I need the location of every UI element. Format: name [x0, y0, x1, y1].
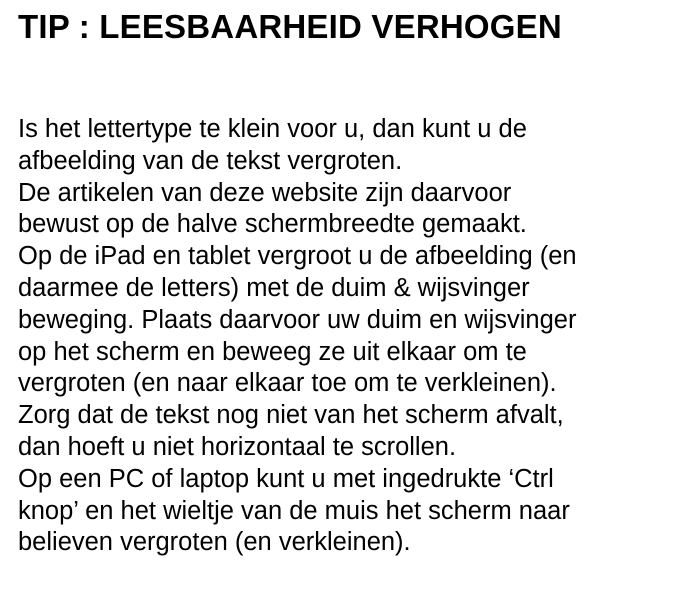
text-line: afbeelding van de tekst vergroten. [18, 146, 403, 175]
text-line: Is het lettertype te klein voor u, dan kunt u de [18, 115, 527, 143]
text-line: daarmee de letters) met de duim & wijsvinger [18, 273, 530, 302]
text-line: Op de iPad en tablet vergroot u de afbeelding (en [18, 242, 577, 271]
text-line: vergroten (en naar elkaar toe om te verkleinen). [18, 369, 557, 398]
text-line: beweging. Plaats daarvoor uw duim en wijsvinger [18, 305, 577, 334]
text-line: bewust op de halve schermbreedte gemaakt. [18, 210, 527, 239]
text-line: dan hoeft u niet horizontaal te scrollen. [18, 432, 457, 461]
text-line: believen vergroten (en verkleinen). [18, 528, 411, 557]
page-title: TIP : LEESBAARHEID VERHOGEN [18, 8, 562, 45]
body-text [18, 114, 678, 559]
text-line: Zorg dat de tekst nog niet van het scherm afvalt, [18, 401, 564, 430]
text-line: knop’ en het wieltje van de muis het scherm naar [18, 496, 570, 525]
text-line: Op een PC of laptop kunt u met ingedrukte ‘Ctrl [18, 464, 554, 493]
text-line: De artikelen van deze website zijn daarvoor [18, 178, 512, 207]
text-line: op het scherm en beweeg ze uit elkaar om te [18, 337, 527, 366]
